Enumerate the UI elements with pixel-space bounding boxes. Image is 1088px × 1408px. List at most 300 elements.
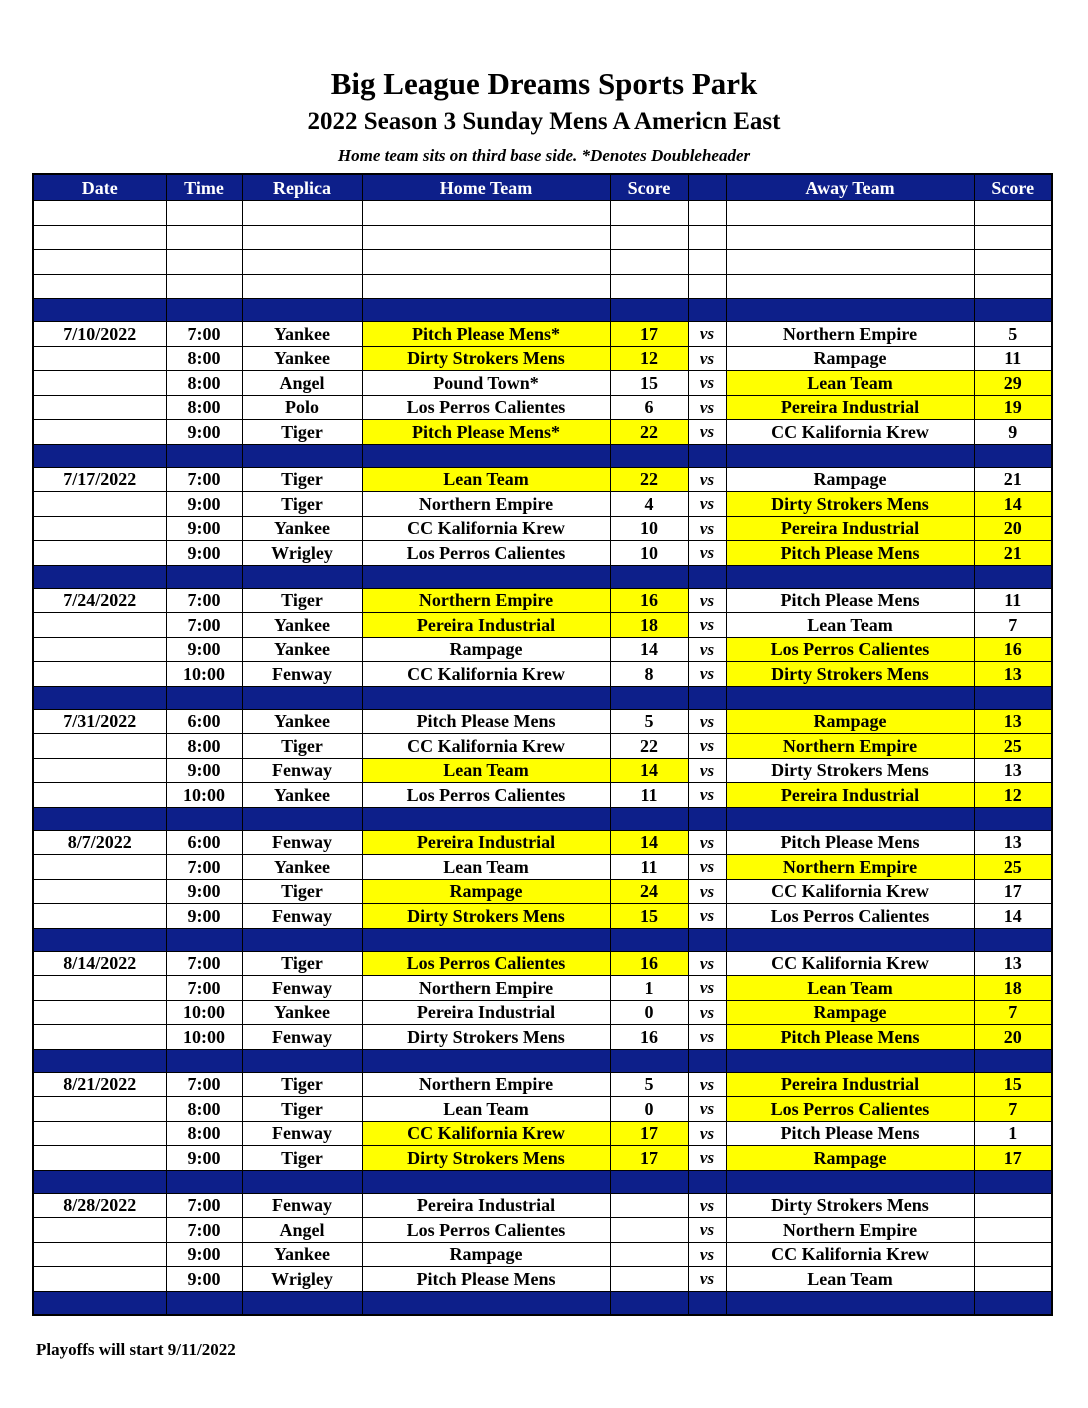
schedule-note: Home team sits on third base side. *Denotes Doubleheader <box>337 146 751 165</box>
empty-cell <box>242 444 362 467</box>
game-date-empty <box>33 1146 166 1171</box>
home-team: Los Perros Calientes <box>362 395 610 420</box>
away-score <box>974 1267 1052 1292</box>
home-score: 17 <box>610 322 688 347</box>
game-row <box>33 709 1052 734</box>
game-row <box>33 588 1052 613</box>
away-score: 7 <box>974 613 1052 638</box>
empty-cell <box>726 565 974 588</box>
week-separator <box>33 565 1052 588</box>
header-row <box>33 174 1052 201</box>
empty-cell <box>688 201 726 226</box>
empty-cell <box>688 686 726 709</box>
empty-cell <box>33 807 166 830</box>
game-row <box>33 1025 1052 1050</box>
empty-cell <box>610 225 688 250</box>
game-date: 8/14/2022 <box>33 951 166 976</box>
away-score <box>974 1242 1052 1267</box>
empty-cell <box>242 1291 362 1315</box>
game-date-empty <box>33 734 166 759</box>
col-header-away-team: Away Team <box>726 174 974 201</box>
empty-cell <box>974 1049 1052 1072</box>
game-row <box>33 951 1052 976</box>
home-score: 22 <box>610 467 688 492</box>
away-team: Rampage <box>726 1000 974 1025</box>
game-date-empty <box>33 420 166 445</box>
empty-cell <box>33 250 166 275</box>
empty-cell <box>242 565 362 588</box>
empty-cell <box>974 201 1052 226</box>
empty-cell <box>726 274 974 299</box>
home-score: 15 <box>610 904 688 929</box>
empty-cell <box>688 928 726 951</box>
game-date: 7/10/2022 <box>33 322 166 347</box>
game-time: 7:00 <box>166 467 242 492</box>
away-score: 20 <box>974 516 1052 541</box>
game-field: Yankee <box>242 613 362 638</box>
game-field: Angel <box>242 1218 362 1243</box>
game-time: 7:00 <box>166 588 242 613</box>
empty-cell <box>166 565 242 588</box>
home-score: 16 <box>610 588 688 613</box>
col-header-time: Time <box>166 174 242 201</box>
empty-cell <box>362 928 610 951</box>
away-team: Los Perros Calientes <box>726 1097 974 1122</box>
away-team: Pitch Please Mens <box>726 541 974 566</box>
empty-cell <box>974 1170 1052 1193</box>
empty-cell <box>362 250 610 275</box>
schedule-body <box>33 201 1052 1315</box>
home-score: 5 <box>610 709 688 734</box>
week-separator <box>33 299 1052 322</box>
vs-label: vs <box>688 1193 726 1218</box>
game-time: 7:00 <box>166 855 242 880</box>
away-score: 12 <box>974 783 1052 808</box>
week-separator <box>33 686 1052 709</box>
home-score: 14 <box>610 830 688 855</box>
game-date-empty <box>33 976 166 1001</box>
away-team: Dirty Strokers Mens <box>726 758 974 783</box>
home-score: 24 <box>610 879 688 904</box>
home-team: Pitch Please Mens* <box>362 420 610 445</box>
home-score: 14 <box>610 758 688 783</box>
game-field: Yankee <box>242 1000 362 1025</box>
game-time: 6:00 <box>166 709 242 734</box>
empty-cell <box>242 225 362 250</box>
vs-label: vs <box>688 1121 726 1146</box>
empty-cell <box>33 1291 166 1315</box>
home-team: CC Kalifornia Krew <box>362 1121 610 1146</box>
game-date-empty <box>33 395 166 420</box>
empty-cell <box>610 1291 688 1315</box>
away-team: CC Kalifornia Krew <box>726 879 974 904</box>
home-score: 22 <box>610 420 688 445</box>
away-team: CC Kalifornia Krew <box>726 1242 974 1267</box>
game-row <box>33 758 1052 783</box>
empty-cell <box>242 274 362 299</box>
game-row <box>33 371 1052 396</box>
empty-cell <box>726 928 974 951</box>
empty-cell <box>33 1049 166 1072</box>
game-time: 9:00 <box>166 1242 242 1267</box>
away-score: 7 <box>974 1097 1052 1122</box>
game-field: Tiger <box>242 734 362 759</box>
empty-cell <box>610 201 688 226</box>
home-team: Pereira Industrial <box>362 830 610 855</box>
game-row <box>33 613 1052 638</box>
vs-label: vs <box>688 1242 726 1267</box>
game-date-empty <box>33 371 166 396</box>
empty-cell <box>688 565 726 588</box>
empty-cell <box>242 686 362 709</box>
away-score: 18 <box>974 976 1052 1001</box>
game-field: Tiger <box>242 879 362 904</box>
empty-cell <box>242 928 362 951</box>
away-score: 21 <box>974 467 1052 492</box>
empty-cell <box>688 274 726 299</box>
game-row <box>33 1121 1052 1146</box>
empty-cell <box>166 1170 242 1193</box>
home-team: Lean Team <box>362 855 610 880</box>
empty-cell <box>610 807 688 830</box>
game-row <box>33 879 1052 904</box>
home-team: Pereira Industrial <box>362 1000 610 1025</box>
home-score: 0 <box>610 1097 688 1122</box>
away-team: Northern Empire <box>726 734 974 759</box>
home-team: Lean Team <box>362 467 610 492</box>
game-field: Tiger <box>242 420 362 445</box>
game-row <box>33 662 1052 687</box>
game-time: 7:00 <box>166 951 242 976</box>
game-row <box>33 1218 1052 1243</box>
empty-cell <box>33 201 166 226</box>
away-team: Lean Team <box>726 613 974 638</box>
away-score: 20 <box>974 1025 1052 1050</box>
vs-label: vs <box>688 420 726 445</box>
empty-cell <box>362 225 610 250</box>
away-score: 21 <box>974 541 1052 566</box>
game-time: 9:00 <box>166 492 242 517</box>
week-separator <box>33 807 1052 830</box>
game-time: 7:00 <box>166 976 242 1001</box>
empty-cell <box>974 274 1052 299</box>
home-team: CC Kalifornia Krew <box>362 662 610 687</box>
game-date-empty <box>33 492 166 517</box>
game-date-empty <box>33 662 166 687</box>
empty-cell <box>166 250 242 275</box>
game-row <box>33 1097 1052 1122</box>
game-time: 10:00 <box>166 662 242 687</box>
game-field: Tiger <box>242 951 362 976</box>
away-score: 13 <box>974 951 1052 976</box>
away-team: Pitch Please Mens <box>726 830 974 855</box>
empty-cell <box>688 299 726 322</box>
game-time: 9:00 <box>166 1146 242 1171</box>
empty-cell <box>610 299 688 322</box>
vs-label: vs <box>688 588 726 613</box>
game-time: 7:00 <box>166 613 242 638</box>
empty-cell <box>726 807 974 830</box>
game-time: 7:00 <box>166 1218 242 1243</box>
home-team: Dirty Strokers Mens <box>362 1025 610 1050</box>
game-date: 8/28/2022 <box>33 1193 166 1218</box>
empty-cell <box>166 928 242 951</box>
game-time: 10:00 <box>166 783 242 808</box>
vs-label: vs <box>688 371 726 396</box>
empty-cell <box>242 1049 362 1072</box>
empty-cell <box>610 274 688 299</box>
vs-label: vs <box>688 1025 726 1050</box>
game-field: Fenway <box>242 1193 362 1218</box>
game-field: Yankee <box>242 855 362 880</box>
home-team: Los Perros Calientes <box>362 783 610 808</box>
game-time: 8:00 <box>166 371 242 396</box>
home-score: 17 <box>610 1121 688 1146</box>
away-team: CC Kalifornia Krew <box>726 420 974 445</box>
home-score: 10 <box>610 516 688 541</box>
game-field: Fenway <box>242 1121 362 1146</box>
game-field: Yankee <box>242 322 362 347</box>
away-score: 15 <box>974 1072 1052 1097</box>
game-row <box>33 830 1052 855</box>
home-team: CC Kalifornia Krew <box>362 516 610 541</box>
home-score: 1 <box>610 976 688 1001</box>
empty-cell <box>362 686 610 709</box>
empty-cell <box>33 444 166 467</box>
empty-cell <box>33 686 166 709</box>
game-date-empty <box>33 1218 166 1243</box>
game-row <box>33 1000 1052 1025</box>
blank-row <box>33 274 1052 299</box>
away-score: 13 <box>974 709 1052 734</box>
game-time: 8:00 <box>166 734 242 759</box>
home-team: Northern Empire <box>362 492 610 517</box>
empty-cell <box>688 1049 726 1072</box>
game-date-empty <box>33 613 166 638</box>
away-team: Lean Team <box>726 1267 974 1292</box>
game-field: Tiger <box>242 467 362 492</box>
away-score: 14 <box>974 492 1052 517</box>
away-score <box>974 1218 1052 1243</box>
vs-label: vs <box>688 322 726 347</box>
home-team: Pitch Please Mens <box>362 709 610 734</box>
game-date: 7/17/2022 <box>33 467 166 492</box>
vs-label: vs <box>688 734 726 759</box>
empty-cell <box>974 250 1052 275</box>
empty-cell <box>974 299 1052 322</box>
vs-label: vs <box>688 951 726 976</box>
empty-cell <box>688 1170 726 1193</box>
empty-cell <box>33 1170 166 1193</box>
home-team: Northern Empire <box>362 588 610 613</box>
empty-cell <box>362 1170 610 1193</box>
empty-cell <box>610 1049 688 1072</box>
game-field: Polo <box>242 395 362 420</box>
empty-cell <box>610 686 688 709</box>
game-row <box>33 420 1052 445</box>
away-team: Pereira Industrial <box>726 516 974 541</box>
game-time: 9:00 <box>166 758 242 783</box>
away-score <box>974 1193 1052 1218</box>
empty-cell <box>726 225 974 250</box>
empty-cell <box>33 274 166 299</box>
empty-cell <box>726 1291 974 1315</box>
game-date-empty <box>33 637 166 662</box>
game-row <box>33 1146 1052 1171</box>
vs-label: vs <box>688 395 726 420</box>
game-time: 9:00 <box>166 904 242 929</box>
game-date-empty <box>33 1025 166 1050</box>
game-date-empty <box>33 855 166 880</box>
away-score: 17 <box>974 1146 1052 1171</box>
game-row <box>33 492 1052 517</box>
week-separator <box>33 928 1052 951</box>
page-subtitle: 2022 Season 3 Sunday Mens A Americn East <box>307 108 781 135</box>
home-score: 16 <box>610 951 688 976</box>
away-team: Northern Empire <box>726 1218 974 1243</box>
away-team: Lean Team <box>726 976 974 1001</box>
game-time: 8:00 <box>166 346 242 371</box>
away-team: Pereira Industrial <box>726 1072 974 1097</box>
vs-label: vs <box>688 492 726 517</box>
empty-cell <box>726 250 974 275</box>
game-field: Yankee <box>242 516 362 541</box>
game-row <box>33 1242 1052 1267</box>
game-row <box>33 976 1052 1001</box>
game-row <box>33 395 1052 420</box>
game-time: 9:00 <box>166 516 242 541</box>
home-score: 5 <box>610 1072 688 1097</box>
vs-label: vs <box>688 879 726 904</box>
empty-cell <box>362 807 610 830</box>
game-date-empty <box>33 1000 166 1025</box>
empty-cell <box>688 807 726 830</box>
game-date-empty <box>33 516 166 541</box>
home-score <box>610 1193 688 1218</box>
game-time: 7:00 <box>166 1072 242 1097</box>
home-score <box>610 1218 688 1243</box>
empty-cell <box>362 299 610 322</box>
home-team: CC Kalifornia Krew <box>362 734 610 759</box>
col-header-replica: Replica <box>242 174 362 201</box>
game-time: 8:00 <box>166 1121 242 1146</box>
away-team: Northern Empire <box>726 322 974 347</box>
game-field: Fenway <box>242 1025 362 1050</box>
empty-cell <box>688 225 726 250</box>
game-date: 7/24/2022 <box>33 588 166 613</box>
game-row <box>33 541 1052 566</box>
game-row <box>33 346 1052 371</box>
vs-label: vs <box>688 541 726 566</box>
game-time: 10:00 <box>166 1000 242 1025</box>
game-time: 9:00 <box>166 1267 242 1292</box>
empty-cell <box>610 250 688 275</box>
week-separator <box>33 444 1052 467</box>
vs-label: vs <box>688 758 726 783</box>
away-score: 19 <box>974 395 1052 420</box>
game-row <box>33 734 1052 759</box>
home-score: 0 <box>610 1000 688 1025</box>
home-team: Los Perros Calientes <box>362 951 610 976</box>
empty-cell <box>166 444 242 467</box>
week-separator <box>33 1049 1052 1072</box>
empty-cell <box>974 807 1052 830</box>
away-team: Pereira Industrial <box>726 395 974 420</box>
game-time: 9:00 <box>166 879 242 904</box>
playoffs-note: Playoffs will start 9/11/2022 <box>36 1340 236 1359</box>
empty-cell <box>726 1170 974 1193</box>
empty-cell <box>974 565 1052 588</box>
game-time: 7:00 <box>166 322 242 347</box>
vs-label: vs <box>688 855 726 880</box>
empty-cell <box>362 1049 610 1072</box>
home-team: Pound Town* <box>362 371 610 396</box>
home-score: 4 <box>610 492 688 517</box>
away-team: Pereira Industrial <box>726 783 974 808</box>
col-header-date: Date <box>33 174 166 201</box>
home-score <box>610 1267 688 1292</box>
home-team: Pereira Industrial <box>362 613 610 638</box>
game-time: 7:00 <box>166 1193 242 1218</box>
empty-cell <box>33 928 166 951</box>
home-score: 12 <box>610 346 688 371</box>
away-team: Rampage <box>726 1146 974 1171</box>
empty-cell <box>33 565 166 588</box>
col-header-vs <box>688 174 726 201</box>
game-time: 6:00 <box>166 830 242 855</box>
away-score: 29 <box>974 371 1052 396</box>
empty-cell <box>242 807 362 830</box>
game-date-empty <box>33 1242 166 1267</box>
game-row <box>33 467 1052 492</box>
away-team: Los Perros Calientes <box>726 637 974 662</box>
home-score: 11 <box>610 783 688 808</box>
empty-cell <box>33 225 166 250</box>
home-score: 22 <box>610 734 688 759</box>
week-separator <box>33 1170 1052 1193</box>
game-field: Tiger <box>242 1072 362 1097</box>
away-team: Pitch Please Mens <box>726 1121 974 1146</box>
home-team: Lean Team <box>362 1097 610 1122</box>
vs-label: vs <box>688 1097 726 1122</box>
empty-cell <box>974 225 1052 250</box>
home-team: Rampage <box>362 1242 610 1267</box>
away-score: 5 <box>974 322 1052 347</box>
away-score: 13 <box>974 662 1052 687</box>
blank-row <box>33 250 1052 275</box>
empty-cell <box>33 299 166 322</box>
game-date: 8/7/2022 <box>33 830 166 855</box>
home-team: Rampage <box>362 879 610 904</box>
away-score: 14 <box>974 904 1052 929</box>
game-time: 8:00 <box>166 395 242 420</box>
game-row <box>33 783 1052 808</box>
away-team: Northern Empire <box>726 855 974 880</box>
game-field: Tiger <box>242 1097 362 1122</box>
col-header-away-score: Score <box>974 174 1052 201</box>
empty-cell <box>242 299 362 322</box>
vs-label: vs <box>688 637 726 662</box>
home-score: 17 <box>610 1146 688 1171</box>
col-header-home-team: Home Team <box>362 174 610 201</box>
game-time: 9:00 <box>166 420 242 445</box>
vs-label: vs <box>688 783 726 808</box>
game-date-empty <box>33 346 166 371</box>
empty-cell <box>166 686 242 709</box>
home-team: Lean Team <box>362 758 610 783</box>
game-field: Wrigley <box>242 1267 362 1292</box>
game-row <box>33 637 1052 662</box>
